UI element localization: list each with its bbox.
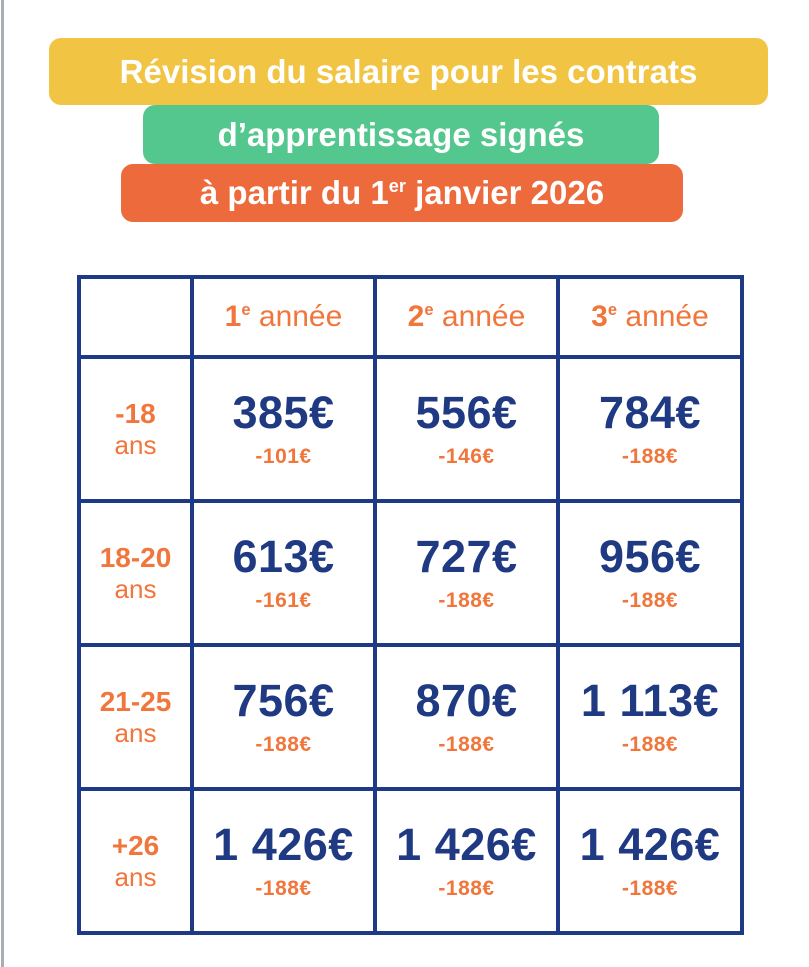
- salary-cell: [192, 357, 375, 501]
- age-label-21-25: 21-25 ans: [79, 645, 192, 789]
- salary-delta: -188€: [438, 588, 495, 612]
- salary-delta: -188€: [438, 876, 495, 900]
- salary-amount: 556€: [415, 386, 518, 438]
- salary-cell: [375, 645, 558, 789]
- salary-cell: [375, 789, 558, 933]
- left-edge-rule: [1, 0, 4, 967]
- table-row-18-20: [79, 501, 742, 645]
- table-row-21-25: [79, 645, 742, 789]
- salary-amount: 385€: [232, 386, 335, 438]
- salary-cell: [192, 789, 375, 933]
- salary-table: [77, 275, 744, 935]
- column-header-year-2: 2e année: [375, 277, 558, 357]
- salary-delta: -188€: [621, 588, 679, 612]
- age-label-over-26: +26 ans: [79, 789, 192, 933]
- table-header-row: [79, 277, 742, 357]
- column-header-year-1: 1e année: [192, 277, 375, 357]
- salary-cell: [192, 645, 375, 789]
- table-corner-empty-cell: [79, 277, 192, 357]
- salary-cell: [558, 357, 742, 501]
- salary-amount: 613€: [232, 530, 335, 582]
- salary-delta: -161€: [255, 588, 312, 612]
- age-label-18-20: 18-20 ans: [79, 501, 192, 645]
- salary-cell: [558, 645, 742, 789]
- title-line-3-text: à partir du 1er janvier 2026: [199, 174, 605, 211]
- title-line-3: [121, 164, 683, 222]
- salary-delta: -188€: [621, 876, 679, 900]
- table-row-over-26: [79, 789, 742, 933]
- salary-delta: -188€: [255, 732, 312, 756]
- age-label-under-18: -18 ans: [79, 357, 192, 501]
- table-row-under-18: [79, 357, 742, 501]
- salary-amount: 956€: [598, 530, 702, 582]
- salary-delta: -146€: [438, 444, 495, 468]
- column-header-year-3: 3e année: [558, 277, 742, 357]
- title-line-1: [49, 38, 768, 105]
- salary-cell: [192, 501, 375, 645]
- title-line-2-text: d’apprentissage signés: [217, 115, 585, 153]
- salary-amount: 756€: [232, 674, 335, 726]
- salary-cell: [558, 501, 742, 645]
- salary-delta: -188€: [621, 444, 679, 468]
- salary-amount: 1 426€: [213, 818, 354, 870]
- title-line-1-text: Révision du salaire pour les contrats: [119, 52, 698, 90]
- salary-amount: 870€: [415, 674, 518, 726]
- salary-amount: 784€: [598, 386, 702, 438]
- salary-amount: 1 113€: [580, 674, 720, 726]
- salary-amount: 727€: [415, 530, 518, 582]
- salary-cell: [558, 789, 742, 933]
- salary-cell: [375, 501, 558, 645]
- title-superscript: er: [388, 176, 406, 196]
- salary-delta: -188€: [438, 732, 495, 756]
- salary-amount: 1 426€: [396, 818, 537, 870]
- salary-amount: 1 426€: [579, 818, 721, 870]
- title-line-2: [143, 105, 659, 164]
- salary-cell: [375, 357, 558, 501]
- salary-delta: -188€: [255, 876, 312, 900]
- salary-delta: -101€: [255, 444, 312, 468]
- salary-delta: -188€: [621, 732, 679, 756]
